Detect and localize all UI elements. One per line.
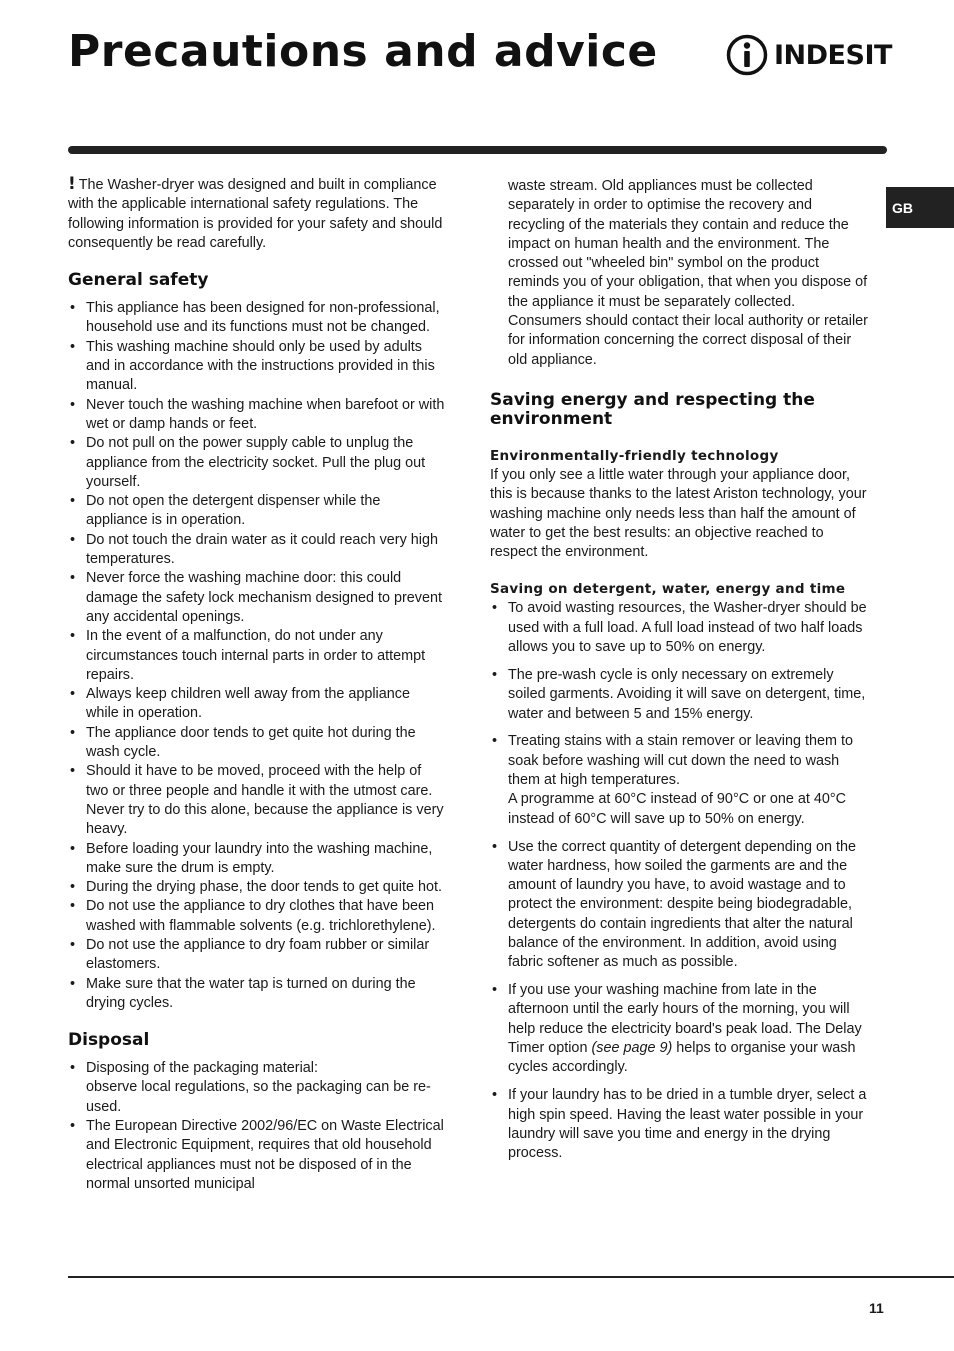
list-item: • Never touch the washing machine when barefoot or with wet or damp hands or feet. [68, 396, 446, 435]
list-item [490, 732, 868, 828]
stain-text: Treating stains with a stain remover or leaving them to soak before washing will cut down the need to wash them at high temperatures. [508, 733, 853, 789]
list-item [490, 981, 868, 1077]
left-column [68, 175, 446, 1194]
list-item: • The appliance door tends to get quite hot during the wash cycle. [68, 724, 446, 763]
delay-timer-text-end: helps to organise your wash cycles accordingly. [508, 1040, 856, 1076]
eco-technology-heading: Environmentally-friendly technology [490, 447, 779, 464]
detergent-saving-heading: Saving on detergent, water, energy and time [490, 581, 846, 598]
disposal-packaging-text: observe local regulations, so the packaging can be re-used. [86, 1079, 431, 1115]
list-item: • This washing machine should only be used by adults and in accordance with the instructions provided in this manual. [68, 338, 446, 396]
intro-paragraph [68, 175, 446, 253]
saving-list [490, 599, 868, 1163]
right-column [490, 177, 868, 1172]
list-item: • Should it have to be moved, proceed with the help of two or three people and handle it with the utmost care. Never try to do this alone, because the appliance is very heavy. [68, 762, 446, 839]
list-item: • Do not open the detergent dispenser while the appliance is in operation. [68, 492, 446, 531]
list-item: • Do not use the appliance to dry foam rubber or similar elastomers. [68, 936, 446, 975]
disposal-heading: Disposal [68, 1030, 150, 1051]
list-item: • If your laundry has to be dried in a tumble dryer, select a high spin speed. Having the least water possible in your laundry will save you time and energy in the drying process. [490, 1086, 868, 1163]
list-item: • Always keep children well away from the appliance while in operation. [68, 685, 446, 724]
eco-technology-text: If you only see a little water through your appliance door, this is because thanks to the latest Ariston technology, your washing machine only needs less than half the amount of water to get the best results: an objective reached to respect the environment. [490, 466, 867, 561]
list-item: • Before loading your laundry into the washing machine, make sure the drum is empty. [68, 840, 446, 879]
brand-wordmark: INDESIT [774, 39, 892, 71]
list-item: • Make sure that the water tap is turned on during the drying cycles. [68, 975, 446, 1014]
footer-rule [68, 1276, 954, 1278]
list-item: • Use the correct quantity of detergent depending on the water hardness, how soiled the garments are and the amount of laundry you have, to avoid wastage and to protect the environment: despite being biodegradable, detergents do contain ingredients that alter the natural balance of the environment. In addition, avoid using fabric softener as much as possible. [490, 838, 868, 973]
warning-icon: ! [68, 174, 76, 194]
saving-heading: Saving energy and respecting the environment [490, 389, 815, 429]
header-rule [68, 146, 887, 154]
list-item: • Do not pull on the power supply cable to unplug the appliance from the electricity socket. Pull the plug out yourself. [68, 434, 446, 492]
list-item: • During the drying phase, the door tends to get quite hot. [68, 878, 446, 897]
prewash-text: The pre-wash cycle is only necessary on extremely soiled garments. Avoiding it will save on detergent, time, water and between 5 and 15% energy. [508, 666, 866, 722]
list-item: • In the event of a malfunction, do not under any circumstances touch internal parts in order to attempt repairs. [68, 627, 446, 685]
general-safety-heading: General safety [68, 270, 209, 291]
list-item [68, 1059, 446, 1117]
indesit-logo-icon [726, 34, 768, 76]
list-item: • Never force the washing machine door: this could damage the safety lock mechanism designed to prevent any accidental openings. [68, 569, 446, 627]
list-item: • The European Directive 2002/96/EC on Waste Electrical and Electronic Equipment, requires that old household electrical appliances must not be disposed of in the normal unsorted municipal [68, 1117, 446, 1194]
list-item: • To avoid wasting resources, the Washer-dryer should be used with a full load. A full load instead of two half loads allows you to save up to 50% on energy. [490, 599, 868, 657]
list-item: • Do not touch the drain water as it could reach very high temperatures. [68, 531, 446, 570]
disposal-continued: waste stream. Old appliances must be collected separately in order to optimise the recovery and recycling of the materials they contain and reduce the impact on human health and the environment. The crossed out "wheeled bin" symbol on the product reminds you of your obligation, that when you dispose of the appliance it must be separately collected. [508, 178, 868, 310]
temperature-text: A programme at 60°C instead of 90°C or one at 40°C instead of 60°C will save up to 50% on energy. [508, 791, 847, 827]
page-title: Precautions and advice [68, 26, 658, 77]
list-item: • Do not use the appliance to dry clothes that have been washed with flammable solvents (e.g. trichlorethylene). [68, 897, 446, 936]
brand-logo [726, 34, 892, 76]
delay-timer-text: If you use your washing machine from late in the afternoon until the early hours of the morning, you will help reduce the electricity board's peak load. The Delay Timer option [508, 982, 862, 1057]
list-item: • This appliance has been designed for non-professional, household use and its functions must not be changed. [68, 299, 446, 338]
intro-text: The Washer-dryer was designed and built in compliance with the applicable international safety regulations. The following information is provided for your safety and should consequently be read carefully. [68, 177, 443, 251]
disposal-contact: Consumers should contact their local authority or retailer for information concerning the correct disposal of their old appliance. [508, 313, 868, 368]
disposal-packaging-title: Disposing of the packaging material: [86, 1060, 318, 1077]
page-number: 11 [869, 1300, 884, 1316]
language-tab: GB [886, 187, 954, 228]
general-safety-list [68, 299, 446, 1013]
list-item [490, 666, 868, 724]
page-reference: (see page 9) [591, 1040, 673, 1057]
disposal-list [68, 1059, 446, 1194]
